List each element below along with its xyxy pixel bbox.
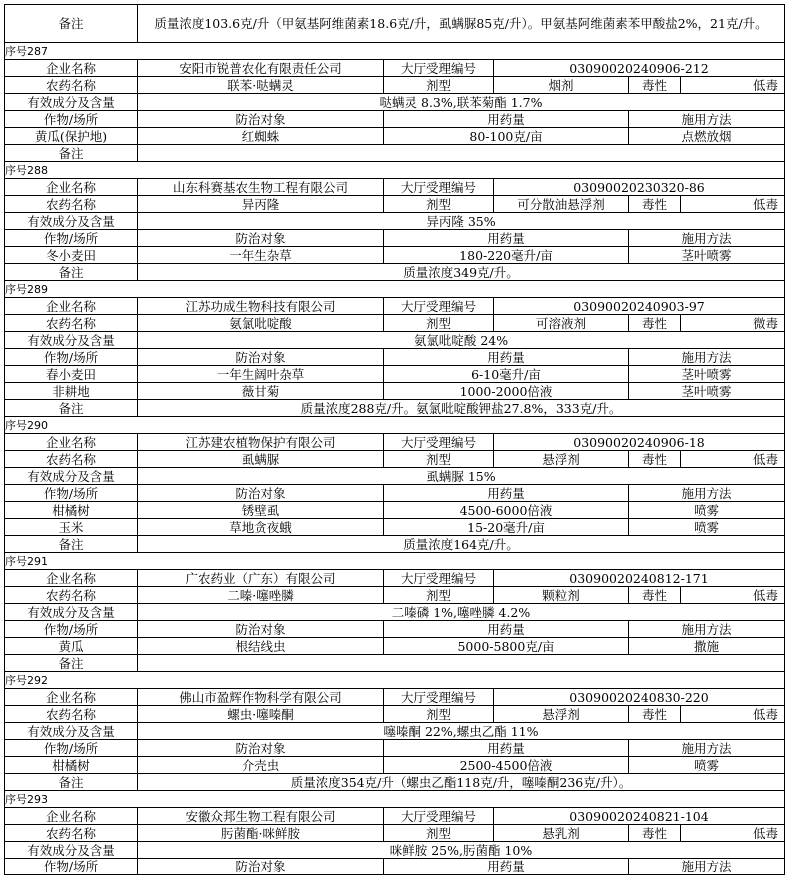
crop-header: 作物/场所: [4, 349, 138, 365]
target-header: 防治对象: [138, 485, 384, 501]
entry-block: [4, 42, 785, 161]
remark-label: 备注: [4, 264, 138, 280]
entry-block: [4, 416, 785, 552]
ingredient-value: 二嗪磷 1%,噻唑膦 4.2%: [138, 604, 785, 620]
pesticide-label: 农药名称: [4, 77, 138, 93]
use-method: 点燃放烟: [629, 128, 785, 144]
company-name: 山东科赛基农生物工程有限公司: [138, 179, 384, 195]
formulation-label: 剂型: [384, 451, 494, 467]
use-method: 茎叶喷雾: [629, 383, 785, 399]
toxicity-label: 毒性: [629, 451, 681, 467]
formulation-value: 颗粒剂: [494, 587, 629, 603]
hall-no-label: 大厅受理编号: [384, 298, 494, 314]
remark-value: 质量浓度164克/升。: [138, 536, 785, 552]
company-row: [4, 807, 785, 824]
dosage-header: 用药量: [384, 740, 629, 756]
use-crop: 玉米: [4, 519, 138, 535]
ingredient-label: 有效成分及含量: [4, 332, 138, 348]
seq-row: [4, 161, 785, 178]
crop-header: 作物/场所: [4, 230, 138, 246]
pesticide-registration-table: [4, 4, 785, 875]
toxicity-value: 低毒: [681, 587, 785, 603]
hall-no-label: 大厅受理编号: [384, 179, 494, 195]
use-target: 一年生阔叶杂草: [138, 366, 384, 382]
ingredient-row: [4, 331, 785, 348]
use-crop: 黄瓜(保护地): [4, 128, 138, 144]
seq-label: 序号: [5, 554, 27, 568]
use-dosage: 80-100克/亩: [384, 128, 629, 144]
formulation-value: 烟剂: [494, 77, 629, 93]
company-name: 广农药业（广东）有限公司: [138, 570, 384, 586]
method-header: 施用方法: [629, 111, 785, 127]
use-dosage: 2500-4500倍液: [384, 757, 629, 773]
remark-label: 备注: [4, 536, 138, 552]
ingredient-label: 有效成分及含量: [4, 468, 138, 484]
formulation-label: 剂型: [384, 315, 494, 331]
company-row: [4, 178, 785, 195]
ingredient-row: [4, 841, 785, 858]
company-label: 企业名称: [4, 808, 138, 824]
toxicity-value: 低毒: [681, 77, 785, 93]
target-header: 防治对象: [138, 621, 384, 637]
dosage-header: 用药量: [384, 621, 629, 637]
remark-row: [4, 773, 785, 790]
use-dosage: 180-220毫升/亩: [384, 247, 629, 263]
seq-label: 序号: [5, 418, 27, 432]
hall-no-label: 大厅受理编号: [384, 689, 494, 705]
company-label: 企业名称: [4, 179, 138, 195]
pesticide-row: [4, 76, 785, 93]
company-name: 安徽众邦生物工程有限公司: [138, 808, 384, 824]
company-row: [4, 569, 785, 586]
pesticide-name: 肟菌酯·咪鲜胺: [138, 825, 384, 841]
crop-header: 作物/场所: [4, 859, 138, 874]
formulation-value: 可分散油悬浮剂: [494, 196, 629, 212]
ingredient-row: [4, 467, 785, 484]
use-dosage: 6-10毫升/亩: [384, 366, 629, 382]
seq-number: [4, 43, 785, 59]
seq-row: [4, 671, 785, 688]
formulation-label: 剂型: [384, 825, 494, 841]
toxicity-label: 毒性: [629, 196, 681, 212]
pesticide-label: 农药名称: [4, 451, 138, 467]
remark-label: 备注: [4, 145, 138, 161]
seq-number: [4, 281, 785, 297]
seq-label: 序号: [5, 282, 27, 296]
pesticide-name: 虱螨脲: [138, 451, 384, 467]
hall-no-value: 03090020240821-104: [494, 808, 785, 824]
remark-label: 备注: [4, 5, 138, 42]
dosage-header: 用药量: [384, 859, 629, 874]
hall-no-value: 03090020240812-171: [494, 570, 785, 586]
remark-row: [4, 535, 785, 552]
hall-no-label: 大厅受理编号: [384, 434, 494, 450]
toxicity-value: 低毒: [681, 825, 785, 841]
seq-value: 288: [27, 163, 48, 177]
pesticide-name: 联苯·哒螨灵: [138, 77, 384, 93]
top-remark-row: [4, 4, 785, 42]
pesticide-row: [4, 824, 785, 841]
uses-header-row: [4, 229, 785, 246]
company-label: 企业名称: [4, 689, 138, 705]
formulation-value: 悬乳剂: [494, 825, 629, 841]
use-method: 喷雾: [629, 502, 785, 518]
target-header: 防治对象: [138, 111, 384, 127]
entry-block: [4, 671, 785, 790]
use-row: [4, 365, 785, 382]
ingredient-label: 有效成分及含量: [4, 723, 138, 739]
toxicity-label: 毒性: [629, 706, 681, 722]
hall-no-value: 03090020240906-18: [494, 434, 785, 450]
ingredient-value: 哒螨灵 8.3%,联苯菊酯 1.7%: [138, 94, 785, 110]
seq-label: 序号: [5, 673, 27, 687]
target-header: 防治对象: [138, 740, 384, 756]
formulation-value: 悬浮剂: [494, 706, 629, 722]
toxicity-value: 微毒: [681, 315, 785, 331]
seq-value: 287: [27, 44, 48, 58]
target-header: 防治对象: [138, 230, 384, 246]
seq-row: [4, 42, 785, 59]
pesticide-row: [4, 314, 785, 331]
dosage-header: 用药量: [384, 485, 629, 501]
company-row: [4, 433, 785, 450]
use-target: 介壳虫: [138, 757, 384, 773]
pesticide-row: [4, 705, 785, 722]
seq-row: [4, 552, 785, 569]
seq-number: [4, 162, 785, 178]
remark-value: 质量浓度349克/升。: [138, 264, 785, 280]
method-header: 施用方法: [629, 485, 785, 501]
ingredient-value: 咪鲜胺 25%,肟菌酯 10%: [138, 842, 785, 858]
uses-header-row: [4, 484, 785, 501]
hall-no-label: 大厅受理编号: [384, 808, 494, 824]
use-target: 一年生杂草: [138, 247, 384, 263]
toxicity-value: 低毒: [681, 196, 785, 212]
pesticide-name: 异丙隆: [138, 196, 384, 212]
pesticide-row: [4, 450, 785, 467]
formulation-label: 剂型: [384, 77, 494, 93]
uses-header-row: [4, 110, 785, 127]
seq-value: 293: [27, 792, 48, 806]
pesticide-label: 农药名称: [4, 825, 138, 841]
company-name: 江苏功成生物科技有限公司: [138, 298, 384, 314]
company-row: [4, 297, 785, 314]
target-header: 防治对象: [138, 859, 384, 874]
remark-label: 备注: [4, 655, 138, 671]
use-target: 红蜘蛛: [138, 128, 384, 144]
use-row: [4, 127, 785, 144]
company-name: 佛山市盈辉作物科学有限公司: [138, 689, 384, 705]
use-method: 茎叶喷雾: [629, 366, 785, 382]
use-crop: 柑橘树: [4, 757, 138, 773]
ingredient-label: 有效成分及含量: [4, 213, 138, 229]
method-header: 施用方法: [629, 740, 785, 756]
seq-row: [4, 790, 785, 807]
toxicity-label: 毒性: [629, 315, 681, 331]
uses-header-row: [4, 620, 785, 637]
hall-no-value: 03090020240906-212: [494, 60, 785, 76]
formulation-value: 悬浮剂: [494, 451, 629, 467]
pesticide-name: 螺虫·噻嗪酮: [138, 706, 384, 722]
dosage-header: 用药量: [384, 230, 629, 246]
method-header: 施用方法: [629, 621, 785, 637]
crop-header: 作物/场所: [4, 740, 138, 756]
formulation-value: 可溶液剂: [494, 315, 629, 331]
use-crop: 柑橘树: [4, 502, 138, 518]
use-dosage: 1000-2000倍液: [384, 383, 629, 399]
company-name: 安阳市锐普农化有限责任公司: [138, 60, 384, 76]
seq-number: [4, 672, 785, 688]
use-target: 锈壁虱: [138, 502, 384, 518]
ingredient-value: 噻嗪酮 22%,螺虫乙酯 11%: [138, 723, 785, 739]
use-dosage: 15-20毫升/亩: [384, 519, 629, 535]
pesticide-label: 农药名称: [4, 706, 138, 722]
use-row: [4, 756, 785, 773]
use-crop: 春小麦田: [4, 366, 138, 382]
remark-value: 质量浓度103.6克/升（甲氨基阿维菌素18.6克/升，虱螨脲85克/升）。甲氨基阿维菌素苯甲酸盐2%，21克/升。: [138, 5, 785, 42]
dosage-header: 用药量: [384, 111, 629, 127]
remark-value: 质量浓度354克/升（螺虫乙酯118克/升，噻嗪酮236克/升）。: [138, 774, 785, 790]
use-crop: 黄瓜: [4, 638, 138, 654]
seq-value: 290: [27, 418, 48, 432]
seq-number: [4, 553, 785, 569]
use-row: [4, 518, 785, 535]
use-method: 喷雾: [629, 757, 785, 773]
crop-header: 作物/场所: [4, 485, 138, 501]
hall-no-value: 03090020240830-220: [494, 689, 785, 705]
seq-label: 序号: [5, 44, 27, 58]
use-crop: 非耕地: [4, 383, 138, 399]
target-header: 防治对象: [138, 349, 384, 365]
pesticide-label: 农药名称: [4, 196, 138, 212]
use-target: 薇甘菊: [138, 383, 384, 399]
pesticide-name: 二嗪·噻唑膦: [138, 587, 384, 603]
seq-value: 289: [27, 282, 48, 296]
seq-number: [4, 791, 785, 807]
crop-header: 作物/场所: [4, 111, 138, 127]
entry-block: [4, 790, 785, 875]
company-label: 企业名称: [4, 570, 138, 586]
company-label: 企业名称: [4, 298, 138, 314]
remark-row: [4, 654, 785, 671]
use-target: 根结线虫: [138, 638, 384, 654]
remark-row: [4, 263, 785, 280]
toxicity-value: 低毒: [681, 706, 785, 722]
remark-value: 质量浓度288克/升。氨氯吡啶酸钾盐27.8%，333克/升。: [138, 400, 785, 416]
ingredient-label: 有效成分及含量: [4, 94, 138, 110]
use-row: [4, 501, 785, 518]
hall-no-value: 03090020240903-97: [494, 298, 785, 314]
ingredient-value: 虱螨脲 15%: [138, 468, 785, 484]
use-row: [4, 382, 785, 399]
hall-no-value: 03090020230320-86: [494, 179, 785, 195]
remark-value: [138, 655, 785, 671]
ingredient-row: [4, 93, 785, 110]
use-method: 撒施: [629, 638, 785, 654]
company-label: 企业名称: [4, 434, 138, 450]
formulation-label: 剂型: [384, 587, 494, 603]
toxicity-value: 低毒: [681, 451, 785, 467]
pesticide-label: 农药名称: [4, 587, 138, 603]
company-row: [4, 688, 785, 705]
remark-row: [4, 144, 785, 161]
use-row: [4, 637, 785, 654]
ingredient-row: [4, 603, 785, 620]
ingredient-value: 氨氯吡啶酸 24%: [138, 332, 785, 348]
use-dosage: 4500-6000倍液: [384, 502, 629, 518]
seq-row: [4, 416, 785, 433]
seq-label: 序号: [5, 792, 27, 806]
seq-row: [4, 280, 785, 297]
method-header: 施用方法: [629, 349, 785, 365]
use-crop: 冬小麦田: [4, 247, 138, 263]
seq-number: [4, 417, 785, 433]
remark-value: [138, 145, 785, 161]
uses-header-row: [4, 858, 785, 875]
pesticide-row: [4, 586, 785, 603]
ingredient-value: 异丙隆 35%: [138, 213, 785, 229]
uses-header-row: [4, 739, 785, 756]
uses-header-row: [4, 348, 785, 365]
ingredient-label: 有效成分及含量: [4, 604, 138, 620]
toxicity-label: 毒性: [629, 77, 681, 93]
remark-label: 备注: [4, 774, 138, 790]
seq-value: 291: [27, 554, 48, 568]
company-label: 企业名称: [4, 60, 138, 76]
pesticide-row: [4, 195, 785, 212]
entry-block: [4, 552, 785, 671]
hall-no-label: 大厅受理编号: [384, 570, 494, 586]
dosage-header: 用药量: [384, 349, 629, 365]
toxicity-label: 毒性: [629, 587, 681, 603]
hall-no-label: 大厅受理编号: [384, 60, 494, 76]
company-row: [4, 59, 785, 76]
entry-block: [4, 161, 785, 280]
ingredient-row: [4, 722, 785, 739]
ingredient-label: 有效成分及含量: [4, 842, 138, 858]
pesticide-label: 农药名称: [4, 315, 138, 331]
ingredient-row: [4, 212, 785, 229]
seq-label: 序号: [5, 163, 27, 177]
remark-label: 备注: [4, 400, 138, 416]
method-header: 施用方法: [629, 859, 785, 874]
entry-block: [4, 280, 785, 416]
use-method: 茎叶喷雾: [629, 247, 785, 263]
seq-value: 292: [27, 673, 48, 687]
remark-row: [4, 399, 785, 416]
method-header: 施用方法: [629, 230, 785, 246]
use-row: [4, 246, 785, 263]
use-method: 喷雾: [629, 519, 785, 535]
use-target: 草地贪夜蛾: [138, 519, 384, 535]
formulation-label: 剂型: [384, 706, 494, 722]
entries-container: [4, 42, 785, 875]
company-name: 江苏建农植物保护有限公司: [138, 434, 384, 450]
use-dosage: 5000-5800克/亩: [384, 638, 629, 654]
formulation-label: 剂型: [384, 196, 494, 212]
pesticide-name: 氨氯吡啶酸: [138, 315, 384, 331]
toxicity-label: 毒性: [629, 825, 681, 841]
crop-header: 作物/场所: [4, 621, 138, 637]
